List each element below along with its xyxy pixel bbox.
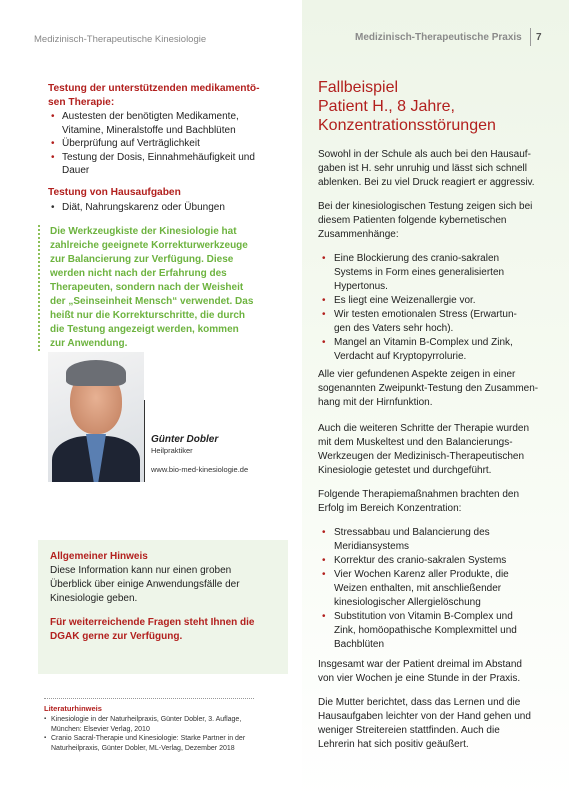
therapy-list xyxy=(318,526,544,652)
paragraph: Insgesamt war der Patient dreimal im Abstand von vier Wochen je eine Stunde in der Praxis. xyxy=(318,659,522,684)
paragraph: Auch die weiteren Schritte der Therapie wurden mit dem Muskeltest und den Balancierungs- Werkzeugen der Medizinisch-Therapeutischen Kinesiologie getestet und durchgeführt. xyxy=(318,423,530,476)
paragraph: Sowohl in der Schule als auch bei den Hausauf- gaben ist H. sehr unruhig und lässt sich schnell ablenken. Bei zu viel Druck reagiert er aggressiv. xyxy=(318,149,535,188)
paragraph: Bei der kinesiologischen Testung zeigen sich bei diesem Patienten folgende kybernetischen Zusammenhänge: xyxy=(318,201,533,240)
list-item: ▪ Kinesiologie in der Naturheilpraxis, Günter Dobler, 3. Auflage, München: Elsevier Verlag, 2010 xyxy=(44,715,284,734)
author-website[interactable]: www.bio-med-kinesiologie.de xyxy=(151,465,249,474)
highlight-quote: Die Werkzeugkiste der Kinesiologie hat zahlreiche geeignete Korrekturwerkzeuge zur Balancierung zur Verfügung. Diese werden nicht nach der Erfahrung des Therapeuten, sondern nach der Weisheit der „Seinseinheit Mensch“ verwendet. Das heißt nur die Korrekturschritte, die durch die Testung angezeigt werden, kommen zur Anwendung. xyxy=(38,225,278,351)
paragraph: Alle vier gefundenen Aspekte zeigen in einer sogenannten Zweipunkt-Testung den Zusammen- hang mit der Hirnfunktion. xyxy=(318,369,539,408)
running-header-left: Medizinisch-Therapeutische Kinesiologie xyxy=(34,34,207,45)
literature-list xyxy=(44,715,284,753)
section-heading: Testung der unterstützenden medikamentö- sen Therapie: xyxy=(48,83,260,108)
case-study-title: Fallbeispiel Patient H., 8 Jahre, Konzentrationsstörungen xyxy=(318,79,496,134)
list-item: • Wir testen emotionalen Stress (Erwartun- gen des Vaters sehr hoch). xyxy=(318,308,544,336)
list-item: • Vier Wochen Karenz aller Produkte, die Weizen enthalten, mit anschließender kinesiologischer Allergielöschung xyxy=(318,568,544,610)
section-homework-testing xyxy=(48,186,278,214)
page-number: 7 xyxy=(536,32,542,43)
notice-text: Diese Information kann nur einen groben Überblick über einige Anwendungsfälle der Kinesiologie geben. xyxy=(50,565,240,604)
notice-contact: Für weiterreichende Fragen steht Ihnen die DGAK gerne zur Verfügung. xyxy=(50,617,255,642)
running-header-right: Medizinisch-Therapeutische Praxis xyxy=(355,32,522,43)
findings-list xyxy=(318,252,544,364)
list-item: • Überprüfung auf Verträglichkeit xyxy=(48,137,278,151)
list-item: • Mangel an Vitamin B-Complex und Zink, Verdacht auf Kryptopyrrolurie. xyxy=(318,336,544,364)
section-heading: Testung von Hausaufgaben xyxy=(48,187,181,198)
header-separator xyxy=(530,28,531,46)
list-item: • Es liegt eine Weizenallergie vor. xyxy=(318,294,544,308)
list-item: • Diät, Nahrungskarenz oder Übungen xyxy=(48,201,278,215)
list-item: ▪ Cranio Sacral-Therapie und Kinesiologie: Starke Partner in der Naturheilpraxis, Günter Dobler, ML-Verlag, Dezember 2018 xyxy=(44,734,284,753)
list-item: • Korrektur des cranio-sakralen Systems xyxy=(318,554,544,568)
list-item: • Austesten der benötigten Medikamente, Vitamine, Mineralstoffe und Bachblüten xyxy=(48,110,278,137)
literature-references xyxy=(44,704,284,753)
divider xyxy=(44,698,254,699)
list-item: • Substitution von Vitamin B-Complex und Zink, homöopathische Komplexmittel und Bachblüten xyxy=(318,610,544,652)
paragraph: Folgende Therapiemaßnahmen brachten den Erfolg im Bereich Konzentration: xyxy=(318,489,520,514)
notice-heading: Allgemeiner Hinweis xyxy=(50,551,148,562)
author-name: Günter Dobler xyxy=(151,434,219,445)
author-photo xyxy=(48,352,144,482)
author-info xyxy=(144,400,278,482)
general-notice-box xyxy=(38,540,288,674)
bullet-list xyxy=(48,110,278,178)
list-item: • Stressabbau und Balancierung des Meridiansystems xyxy=(318,526,544,554)
author-title: Heilpraktiker xyxy=(151,446,193,455)
bullet-list xyxy=(48,201,278,215)
section-medication-testing xyxy=(48,82,278,178)
list-item: • Eine Blockierung des cranio-sakralen Systems in Form eines generalisierten Hypertonus. xyxy=(318,252,544,294)
list-item: • Testung der Dosis, Einnahmehäufigkeit und Dauer xyxy=(48,151,278,178)
literature-heading: Literaturhinweis xyxy=(44,704,102,713)
paragraph: Die Mutter berichtet, dass das Lernen und die Hausaufgaben leichter von der Hand gehen und weniger Streitereien stattfinden. Auch die Lehrerin hat sich positiv geäußert. xyxy=(318,697,531,750)
